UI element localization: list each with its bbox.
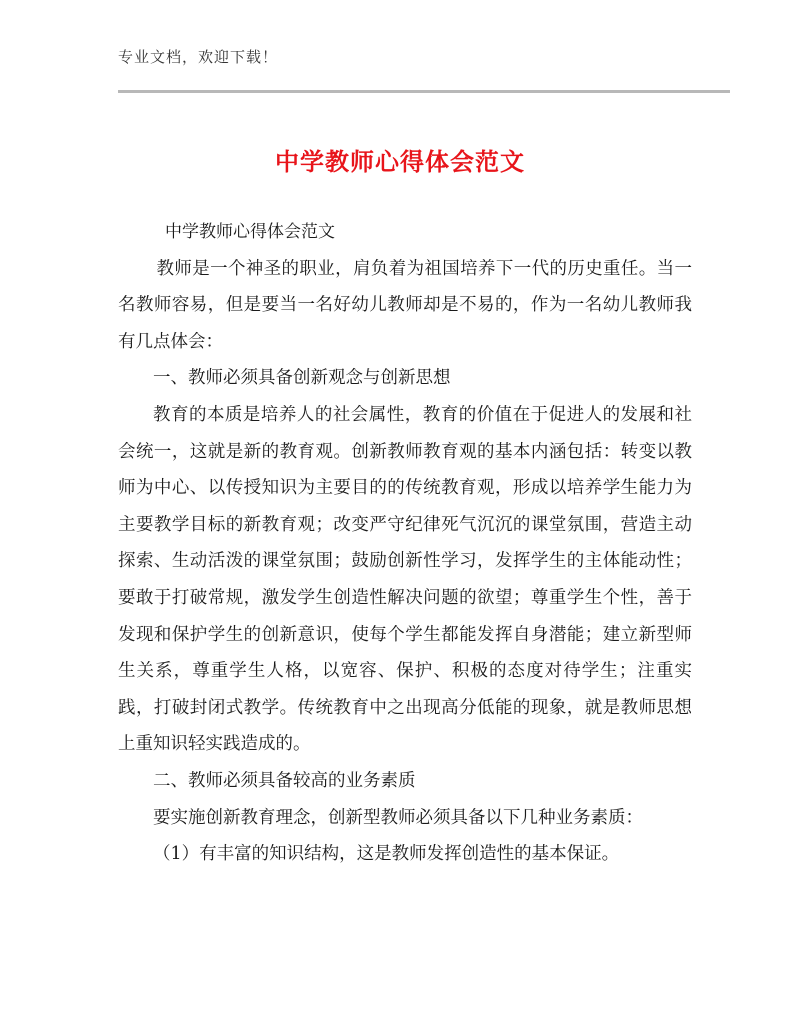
paragraph-section-2: 要实施创新教育理念，创新型教师必须具备以下几种业务素质： [153, 807, 643, 828]
paragraph-intro: 教师是一个神圣的职业，肩负着为祖国培养下一代的历史重任。当一名教师容易，但是要当一名好幼儿教师却是不易的，作为一名幼儿教师我有几点体会： [118, 258, 692, 352]
document-subtitle: 中学教师心得体会范文 [165, 222, 335, 242]
section-heading-2: 二、教师必须具备较高的业务素质 [153, 770, 416, 791]
page-header-text: 专业文档，欢迎下载！ [118, 48, 279, 66]
document-title: 中学教师心得体会范文 [275, 148, 525, 176]
document-body [118, 214, 692, 873]
list-item-1: （1）有丰富的知识结构，这是教师发挥创造性的基本保证。 [153, 844, 620, 865]
section-heading-1: 一、教师必须具备创新观念与创新思想 [153, 368, 451, 389]
paragraph-section-1: 教育的本质是培养人的社会属性，教育的价值在于促进人的发展和社会统一，这就是新的教育观。创新教师教育观的基本内涵包括：转变以教师为中心、以传授知识为主要目的的传统教育观，形成以培养学生能力为主要教学目标的新教育观；改变严守纪律死气沉沉的课堂氛围，营造主动探索、生动活泼的课堂氛围；鼓励创新性学习，发挥学生的主体能动性；要敢于打破常规，激发学生创造性解决问题的欲望；尊重学生个性，善于发现和保护学生的创新意识，使每个学生都能发挥自身潜能；建立新型师生关系，尊重学生人格，以宽容、保护、积极的态度对待学生；注重实践，打破封闭式教学。传统教育中之出现高分低能的现象，就是教师思想上重知识轻实践造成的。 [118, 404, 692, 755]
header-divider [118, 90, 730, 93]
